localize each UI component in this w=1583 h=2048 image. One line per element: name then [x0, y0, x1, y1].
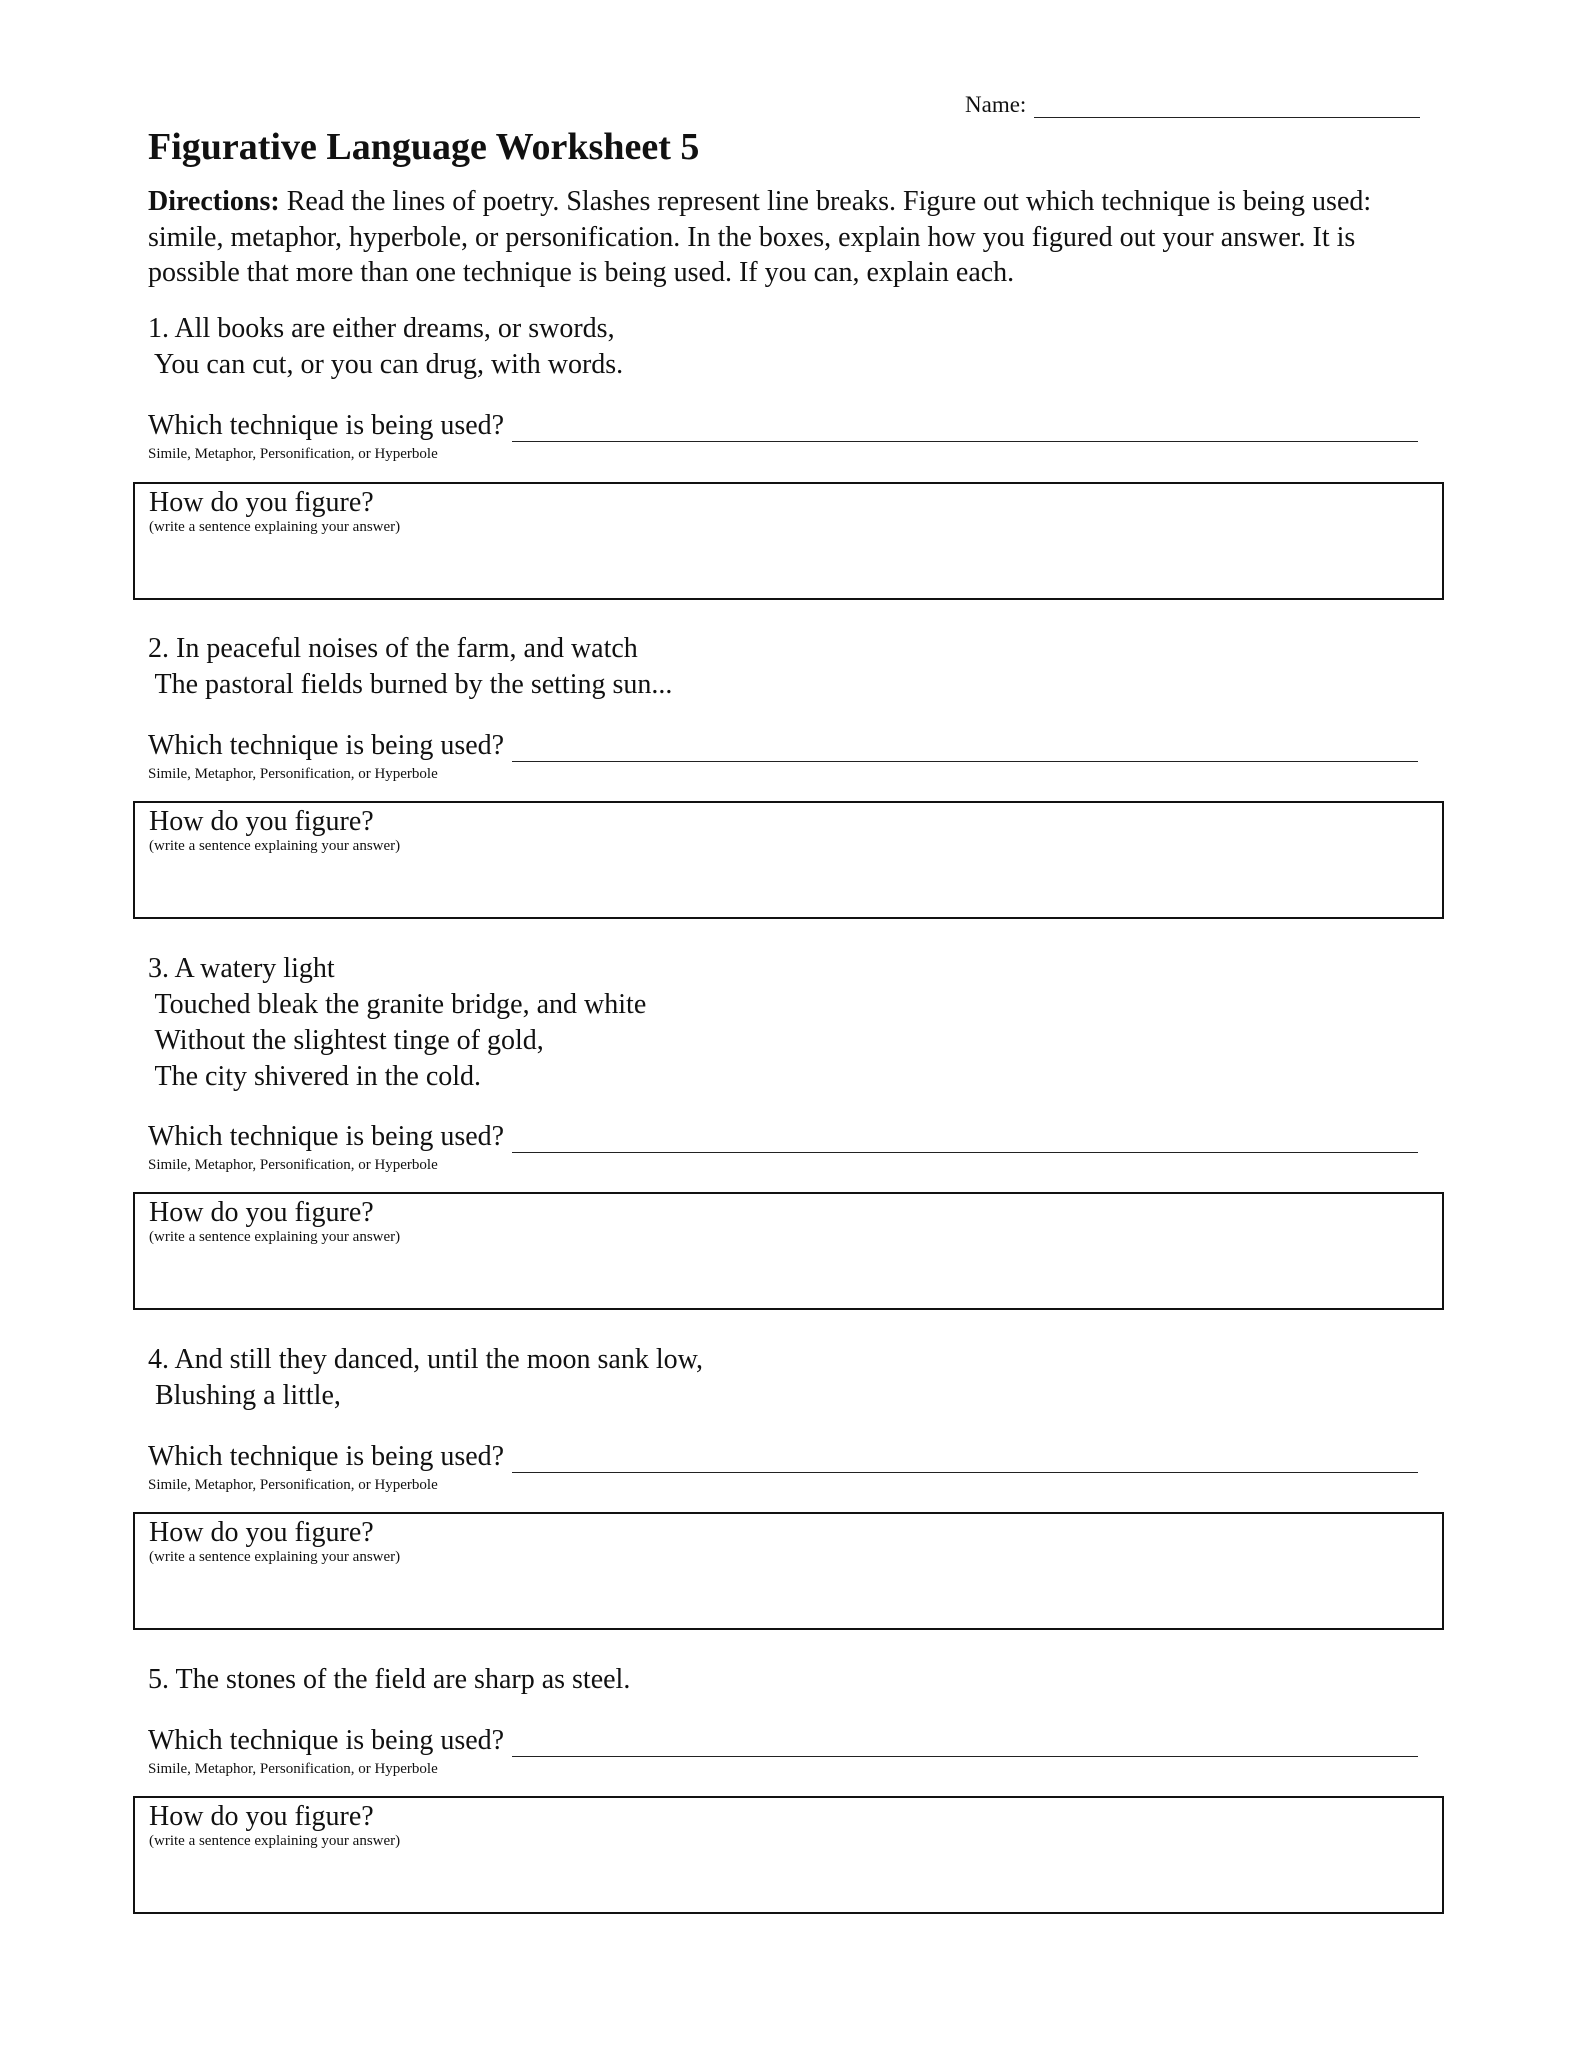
technique-question-label: Which technique is being used?	[148, 1725, 505, 1756]
technique-question-label: Which technique is being used?	[148, 1121, 505, 1152]
name-input-line[interactable]	[1034, 93, 1420, 118]
explanation-box-4[interactable]	[133, 1512, 1444, 1630]
explanation-box-title: How do you figure?	[149, 487, 374, 518]
explanation-box-2[interactable]	[133, 801, 1444, 919]
technique-hint: Simile, Metaphor, Personification, or Hyperbole	[148, 1157, 438, 1173]
poem-line: 2. In peaceful noises of the farm, and watch	[148, 633, 638, 664]
explanation-box-title: How do you figure?	[149, 1801, 374, 1832]
technique-hint: Simile, Metaphor, Personification, or Hyperbole	[148, 1477, 438, 1493]
poem-line: The city shivered in the cold.	[148, 1061, 482, 1092]
technique-question-3	[148, 1121, 1418, 1174]
directions-text: Read the lines of poetry. Slashes represent line breaks. Figure out which technique is being used: simile, metaphor, hyperbole, or personification. In the boxes, explain how you figured out your answer. It is possible that more than one technique is being used. If you can, explain each.	[148, 186, 1372, 288]
technique-question-label: Which technique is being used?	[148, 1441, 505, 1472]
poem-line: You can cut, or you can drug, with words.	[148, 349, 624, 380]
explanation-box-hint: (write a sentence explaining your answer)	[149, 838, 401, 854]
poem-excerpt-4	[148, 1342, 703, 1414]
directions-label: Directions:	[148, 186, 280, 217]
technique-answer-line[interactable]	[512, 734, 1418, 762]
poem-line: The pastoral fields burned by the setting sun...	[148, 669, 673, 700]
explanation-box-hint: (write a sentence explaining your answer)	[149, 1549, 401, 1565]
explanation-box-hint: (write a sentence explaining your answer)	[149, 1229, 401, 1245]
poem-excerpt-2	[148, 631, 672, 703]
technique-question-label: Which technique is being used?	[148, 410, 505, 441]
name-field	[965, 92, 1420, 118]
poem-line: Blushing a little,	[148, 1380, 341, 1411]
technique-question-5	[148, 1725, 1418, 1778]
name-label: Name:	[965, 92, 1027, 117]
explanation-box-5[interactable]	[133, 1796, 1444, 1914]
poem-line: 1. All books are either dreams, or swords,	[148, 313, 615, 344]
technique-answer-line[interactable]	[512, 1445, 1418, 1473]
explanation-box-title: How do you figure?	[149, 1517, 374, 1548]
technique-question-4	[148, 1441, 1418, 1494]
poem-line: 3. A watery light	[148, 953, 335, 984]
technique-hint: Simile, Metaphor, Personification, or Hyperbole	[148, 766, 438, 782]
technique-question-2	[148, 730, 1418, 783]
poem-excerpt-3	[148, 951, 646, 1095]
explanation-box-hint: (write a sentence explaining your answer)	[149, 519, 401, 535]
technique-question-label: Which technique is being used?	[148, 730, 505, 761]
technique-answer-line[interactable]	[512, 414, 1418, 442]
explanation-box-3[interactable]	[133, 1192, 1444, 1310]
poem-line: Touched bleak the granite bridge, and white	[148, 989, 647, 1020]
explanation-box-hint: (write a sentence explaining your answer)	[149, 1833, 401, 1849]
explanation-box-title: How do you figure?	[149, 1197, 374, 1228]
poem-line: Without the slightest tinge of gold,	[148, 1025, 544, 1056]
worksheet-title: Figurative Language Worksheet 5	[148, 126, 700, 168]
technique-hint: Simile, Metaphor, Personification, or Hyperbole	[148, 446, 438, 462]
poem-line: 4. And still they danced, until the moon sank low,	[148, 1344, 704, 1375]
explanation-box-1[interactable]	[133, 482, 1444, 600]
poem-line: 5. The stones of the field are sharp as steel.	[148, 1664, 631, 1695]
poem-excerpt-5	[148, 1662, 630, 1698]
poem-excerpt-1	[148, 311, 623, 383]
directions	[148, 184, 1448, 291]
technique-answer-line[interactable]	[512, 1125, 1418, 1153]
technique-question-1	[148, 410, 1418, 463]
explanation-box-title: How do you figure?	[149, 806, 374, 837]
technique-answer-line[interactable]	[512, 1729, 1418, 1757]
technique-hint: Simile, Metaphor, Personification, or Hyperbole	[148, 1761, 438, 1777]
